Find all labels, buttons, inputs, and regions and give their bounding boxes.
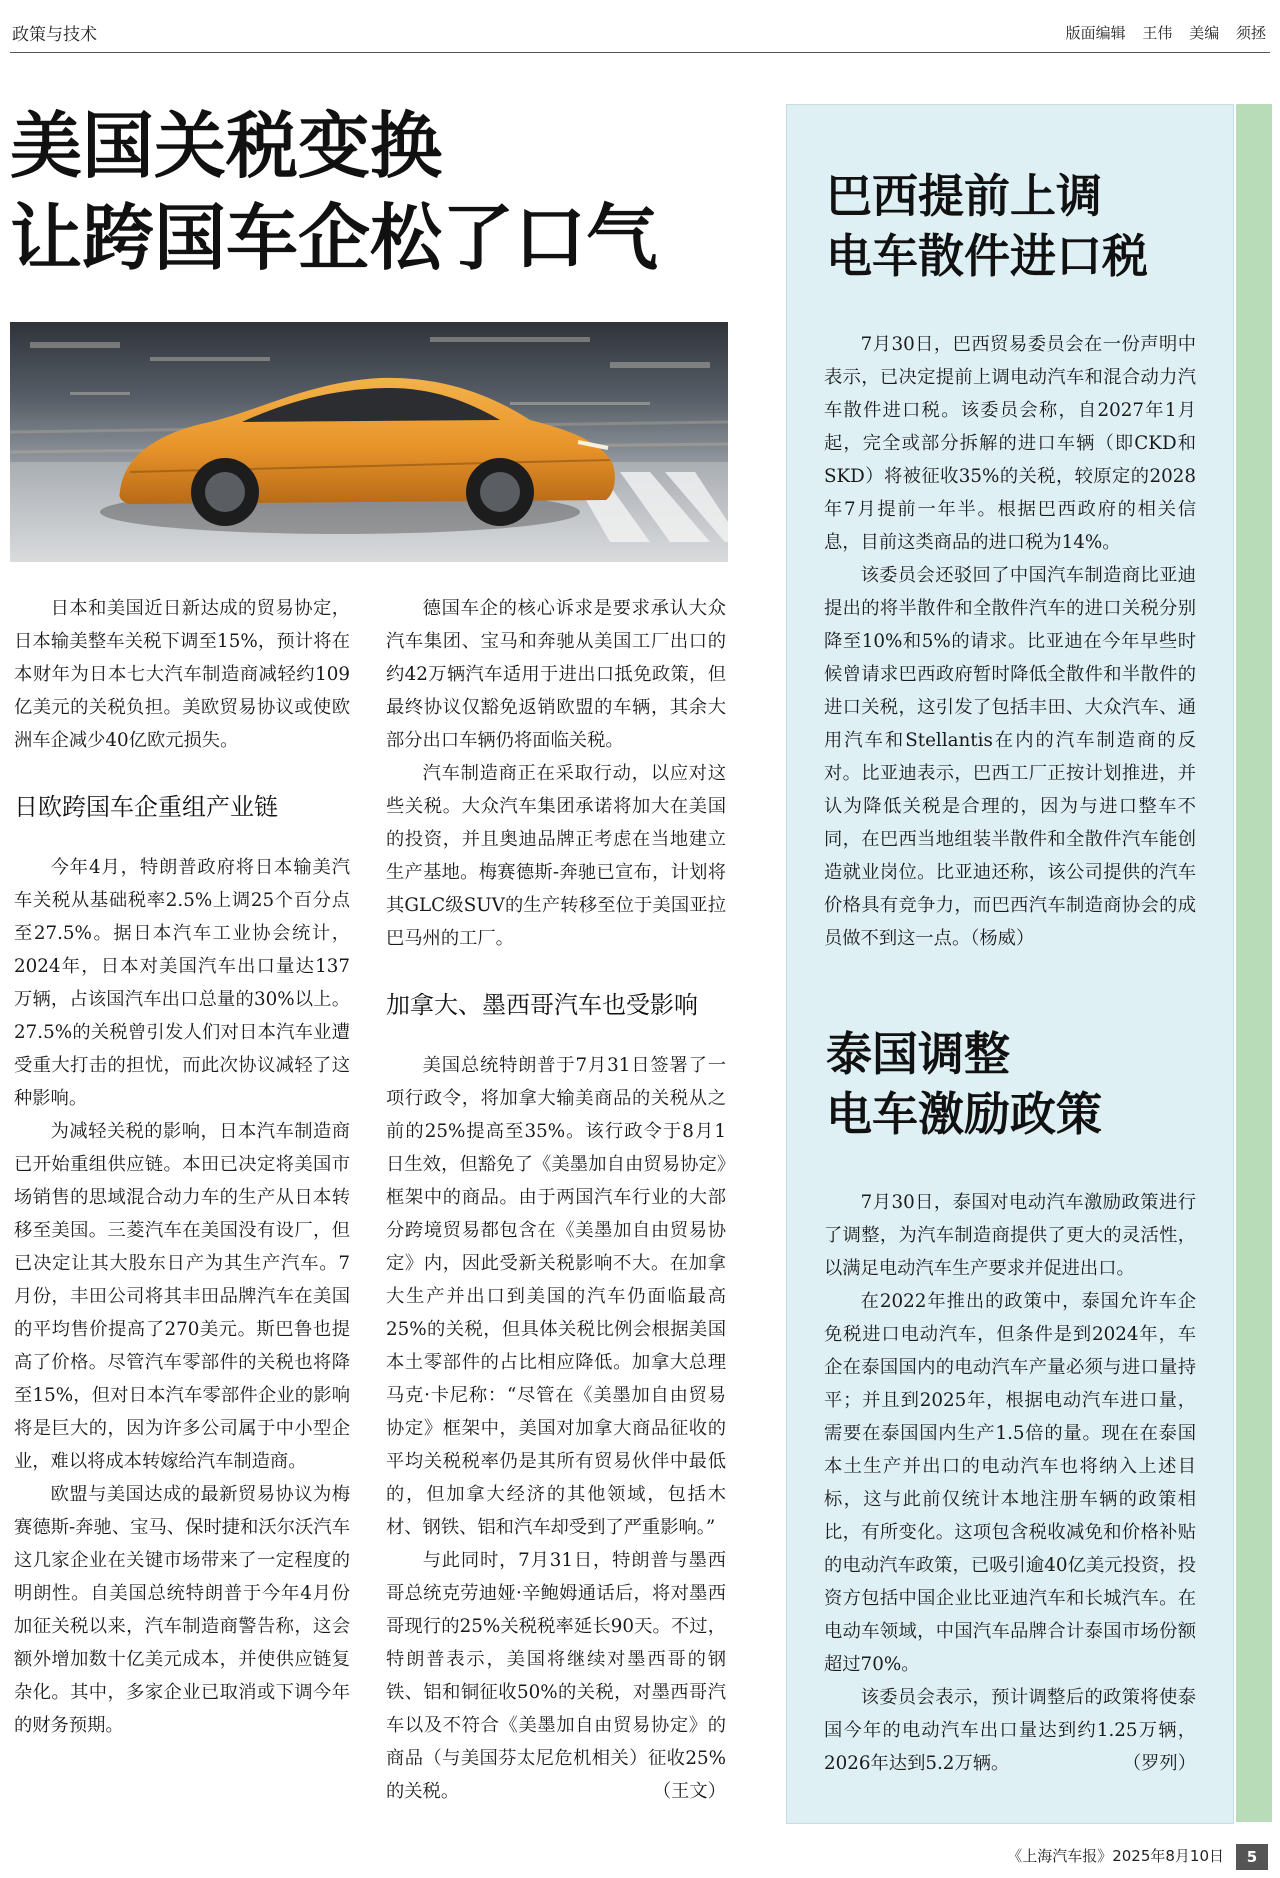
editor-credits [1054,22,1266,43]
sidebar-paragraph: 在2022年推出的政策中，泰国允许车企免税进口电动汽车，但条件是到2024年，车企在泰国国内的电动汽车产量必须与进口量持平；并且到2025年，根据电动汽车进口量，需要在泰国国内生产1.5倍的量。现在在泰国本土生产并出口的电动汽车也将纳入上述目标，这与此前仅统计本地注册车辆的政策相比，有所变化。这项包含税收减免和价格补贴的电动汽车政策，已吸引逾40亿美元投资，投资方包括中国企业比亚迪汽车和长城汽车。在电动车领域，中国汽车品牌合计泰国市场份额超过70%。 [824,1291,1196,1675]
sidebar-paragraph: 7月30日，泰国对电动汽车激励政策进行了调整，为汽车制造商提供了更大的灵活性，以满足电动汽车生产要求并促进出口。 [824,1192,1196,1279]
article-paragraph: 美国总统特朗普于7月31日签署了一项行政令，将加拿大输美商品的关税从之前的25%提高至35%。该行政令于8月1日生效，但豁免了《美墨加自由贸易协定》框架中的商品。由于两国汽车行业的大部分跨境贸易都包含在《美墨加自由贸易协定》内，因此受新关税影响不大。在加拿大生产并出口到美国的汽车仍面临最高25%的关税，但具体关税比例会根据美国本土零部件的占比相应降低。加拿大总理马克·卡尼称：“尽管在《美墨加自由贸易协定》框架中，美国对加拿大商品征收的平均关税税率仍是其所有贸易伙伴中最低的，但加拿大经济的其他领域，包括木材、钢铁、铝和汽车却受到了严重影响。” [386,1055,726,1538]
subheading: 加拿大、墨西哥汽车也受影响 [386,991,698,1019]
article-paragraph: 德国车企的核心诉求是要求承认大众汽车集团、宝马和奔驰从美国工厂出口的约42万辆汽车适用于进出口抵免政策，但最终协议仅豁免返销欧盟的车辆，其余大部分出口车辆仍将面临关税。 [386,598,726,751]
thailand-headline [826,1024,1246,1144]
article-paragraph: 为减轻关税的影响，日本汽车制造商已开始重组供应链。本田已决定将美国市场销售的思域混合动力车的生产从日本转移至美国。三菱汽车在美国没有设厂，但已决定让其大股东日产为其生产汽车。7月份，丰田公司将其丰田品牌汽车在美国的平均售价提高了270美元。斯巴鲁也提高了价格。尽管汽车零部件的关税也将降至15%，但对日本汽车零部件企业的影响将是巨大的，因为许多公司属于中小型企业，难以将成本转嫁给汽车制造商。 [14,1121,350,1472]
sidebar-paragraph [824,559,1196,955]
thailand-author: （罗列） [1122,1753,1196,1774]
article-column-1 [14,592,350,1742]
article-paragraph: 欧盟与美国达成的最新贸易协议为梅赛德斯-奔驰、宝马、保时捷和沃尔沃汽车这几家企业在关键市场带来了一定程度的明朗性。自美国总统特朗普于今年4月份加征关税以来，汽车制造商警告称，这会额外增加数十亿美元成本，并使供应链复杂化。其中，多家企业已取消或下调今年的财务预期。 [14,1484,350,1736]
subheading: 日欧跨国车企重组产业链 [14,793,278,821]
article-paragraph-text: 与此同时，7月31日，特朗普与墨西哥总统克劳迪娅·辛鲍姆通话后，将对墨西哥现行的25%关税税率延长90天。不过，特朗普表示，美国将继续对墨西哥的钢铁、铝和铜征收50%的关税，对墨西哥汽车以及不符合《美墨加自由贸易协定》的商品（与美国芬太尼危机相关）征收25%的关税。 [386,1550,726,1802]
designer-name: 须拯 [1235,24,1266,42]
sidebar-paragraph [824,1681,1196,1780]
main-headline [10,100,770,284]
article-paragraph: 汽车制造商正在采取行动，以应对这些关税。大众汽车集团承诺将加大在美国的投资，并且奥迪品牌正考虑在当地建立生产基地。梅赛德斯-奔驰已宣布，计划将其GLC级SUV的生产转移至位于美国亚拉巴马州的工厂。 [386,763,726,949]
thailand-headline-line1: 泰国调整 [826,1027,1010,1081]
thailand-headline-line2: 电车激励政策 [826,1087,1102,1141]
hero-car-image [10,322,728,562]
article-paragraph [386,1544,726,1808]
editor-label: 版面编辑 [1065,24,1126,42]
publication-footer: 《上海汽车报》2025年8月10日 [1007,1847,1224,1865]
author-byline: （王文） [652,1781,726,1802]
sidebar-paragraph-text: 该委员会表示，预计调整后的政策将使泰国今年的电动汽车出口量达到约1.25万辆，2026年达到5.2万辆。 [824,1687,1196,1774]
sidebar-paragraph: 7月30日，巴西贸易委员会在一份声明中表示，已决定提前上调电动汽车和混合动力汽车散件进口税。该委员会称，自2027年1月起，完全或部分拆解的进口车辆（即CKD和SKD）将被征收35%的关税，较原定的2028年7月提前一年半。根据巴西政府的相关信息，目前这类商品的进口税为14%。 [824,334,1196,553]
car-illustration [10,322,728,562]
brazil-body [824,328,1196,955]
thailand-body [824,1186,1196,1780]
brazil-author: （杨威） [970,928,1035,949]
brazil-headline-line2: 电车散件进口税 [826,229,1148,283]
article-paragraph: 日本和美国近日新达成的贸易协定，日本输美整车关税下调至15%，预计将在本财年为日本七大汽车制造商减轻约109亿美元的关税负担。美欧贸易协议或使欧洲车企减少40亿欧元损失。 [14,598,350,751]
page-number: 5 [1236,1844,1268,1870]
main-headline-line1: 美国关税变换 [10,104,443,188]
brazil-headline-line1: 巴西提前上调 [826,169,1102,223]
sidebar-accent-strip [1236,104,1272,1822]
designer-label: 美编 [1189,24,1220,42]
article-paragraph: 今年4月，特朗普政府将日本输美汽车关税从基础税率2.5%上调25个百分点至27.5%。据日本汽车工业协会统计，2024年，日本对美国汽车出口量达137万辆，占该国汽车出口总量的30%以上。27.5%的关税曾引发人们对日本汽车业遭受重大打击的担忧，而此次协议减轻了这种影响。 [14,857,350,1109]
main-headline-line2: 让跨国车企松了口气 [10,196,659,280]
header-divider [10,52,1270,53]
article-column-2 [386,592,726,1808]
section-name: 政策与技术 [12,25,97,45]
brazil-headline [826,166,1246,286]
sidebar-paragraph-text: 该委员会还驳回了中国汽车制造商比亚迪提出的将半散件和全散件汽车的进口关税分别降至10%和5%的请求。比亚迪在今年早些时候曾请求巴西政府暂时降低全散件和半散件的进口关税，这引发了包括丰田、大众汽车、通用汽车和Stellantis在内的汽车制造商的反对。比亚迪表示，巴西工厂正按计划推进，并认为降低关税是合理的，因为与进口整车不同，在巴西当地组装半散件和全散件汽车能创造就业岗位。比亚迪还称，该公司提供的汽车价格具有竞争力，而巴西汽车制造商协会的成员做不到这一点。 [824,565,1196,949]
editor-name: 王伟 [1142,24,1173,42]
